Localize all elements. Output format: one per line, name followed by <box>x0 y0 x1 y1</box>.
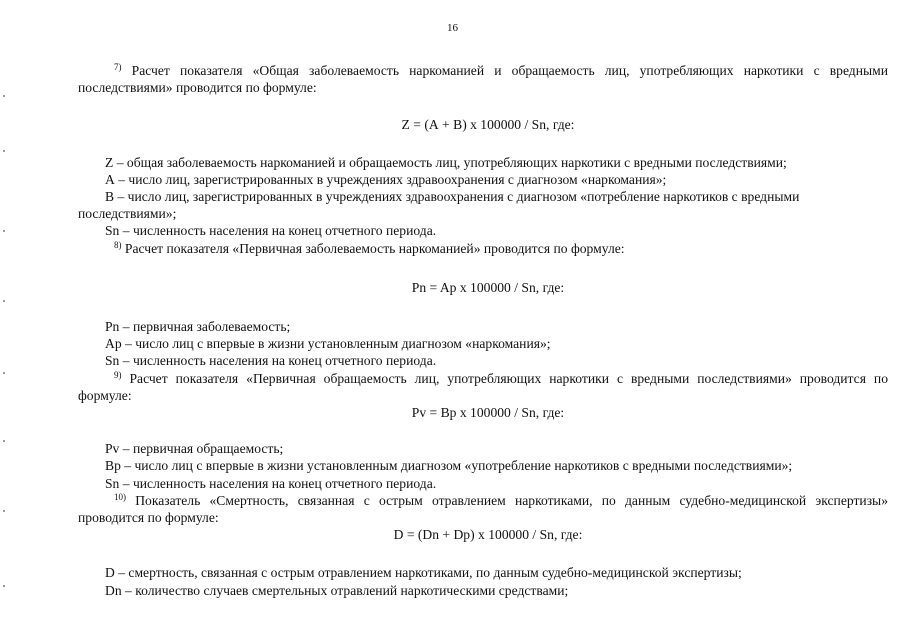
footnote-marker: 7) <box>114 62 122 72</box>
definition-sn: Sn – численность населения на конец отчетного периода. <box>105 475 437 491</box>
scan-dot <box>3 150 5 152</box>
note-7-paragraph <box>78 62 888 96</box>
formula-pv: Pv = Bp x 100000 / Sn, где: <box>411 405 565 421</box>
note-9-paragraph <box>78 370 888 404</box>
footnote-marker: 8) <box>114 239 122 250</box>
definition-ap: Ap – число лиц с впервые в жизни установленным диагнозом «наркомания»; <box>105 336 551 352</box>
scan-dot <box>3 585 5 587</box>
definition-pn: Pn – первичная заболеваемость; <box>105 319 291 335</box>
scan-margin-marks <box>3 0 9 640</box>
scan-dot <box>3 230 5 232</box>
definition-z: Z – общая заболеваемость наркоманией и обращаемость лиц, употребляющих наркотики с вредными последствиями; <box>105 154 787 170</box>
document-body <box>78 62 888 599</box>
scan-dot <box>3 440 5 442</box>
note-7-text: Расчет показателя «Общая заболеваемость наркоманией и обращаемость лиц, употребляющих наркотики с вредными последствиями» проводится по формуле: <box>78 63 888 96</box>
definition-a: А – число лиц, зарегистрированных в учреждениях здравоохранения с диагнозом «наркомания»; <box>105 171 667 187</box>
scan-dot <box>3 300 5 302</box>
scan-dot <box>3 372 5 374</box>
definition-d: D – смертность, связанная с острым отравлением наркотиками, по данным судебно-медицинской экспертизы; <box>105 565 742 581</box>
note-9-text: Расчет показателя «Первичная обращаемость лиц, употребляющих наркотики с вредными последствиями» проводится по формуле: <box>78 370 888 403</box>
formula-z: Z = (А + В) х 100000 / Sn, где: <box>401 117 575 133</box>
definition-sn: Sn – численность населения на конец отчетного периода. <box>105 353 437 369</box>
page-number: 16 <box>447 22 458 34</box>
definition-sn: Sn – численность населения на конец отчетного периода. <box>105 223 437 239</box>
formula-d: D = (Dn + Dp) x 100000 / Sn, где: <box>393 527 583 543</box>
note-8-paragraph <box>78 240 888 257</box>
note-10-paragraph <box>78 492 888 526</box>
definition-dn: Dn – количество случаев смертельных отравлений наркотическими средствами; <box>105 582 569 598</box>
scan-dot <box>3 95 5 97</box>
note-8-text: Расчет показателя «Первичная заболеваемость наркоманией» проводится по формуле: <box>124 240 625 256</box>
footnote-marker: 10) <box>114 491 126 502</box>
scan-dot <box>3 510 5 512</box>
definition-bp: Bp – число лиц с впервые в жизни установленным диагнозом «употребление наркотиков с вредными последствиями»; <box>105 458 793 474</box>
formula-pn: Pn = Ap x 100000 / Sn, где: <box>411 279 565 295</box>
footnote-marker: 9) <box>114 369 122 380</box>
definition-pv: Pv – первичная обращаемость; <box>105 441 284 457</box>
note-10-text: Показатель «Смертность, связанная с острым отравлением наркотиками, по данным судебно-медицинской экспертизы» проводится по формуле: <box>78 492 888 526</box>
definition-b: В – число лиц, зарегистрированных в учреждениях здравоохранения с диагнозом «потребление наркотиков с вредными последствиями»; <box>78 189 800 222</box>
